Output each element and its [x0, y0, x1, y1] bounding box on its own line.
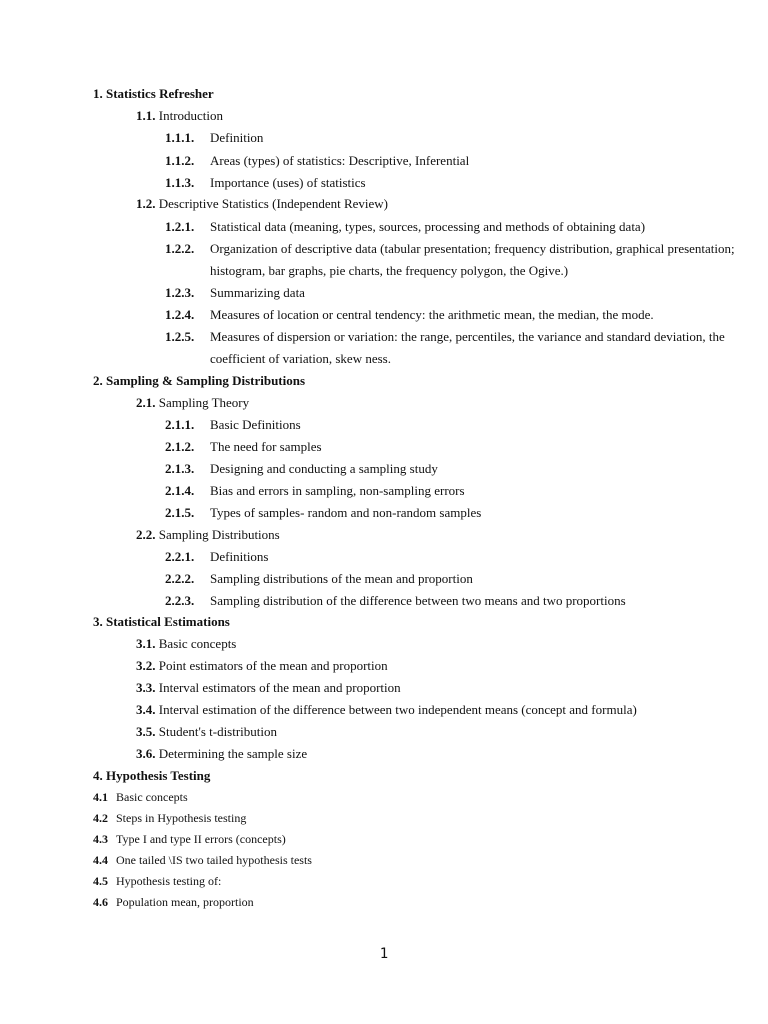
subsection-heading: 3.2. Point estimators of the mean and proportion: [136, 658, 388, 673]
list-item-text: Statistical data (meaning, types, sources, processing and methods of obtaining data): [210, 219, 646, 234]
subsection-heading: 3.1. Basic concepts: [136, 636, 237, 651]
list-item: 4.2: [93, 811, 108, 825]
list-item: 1.2.5.: [165, 329, 195, 344]
section-heading: 4. Hypothesis Testing: [93, 768, 211, 783]
list-item: 2.2.1.: [165, 549, 195, 564]
list-item-text: Definitions: [210, 549, 269, 564]
list-item: 2.1.2.: [165, 439, 195, 454]
subsection-heading: 3.5. Student's t-distribution: [136, 724, 278, 739]
list-item: 1.2.2.: [165, 241, 195, 256]
subsection-heading: 2.2. Sampling Distributions: [136, 527, 280, 542]
list-item: 2.1.1.: [165, 417, 195, 432]
list-item: 4.4: [93, 853, 108, 867]
list-item: 1.2.4.: [165, 307, 195, 322]
list-item-text: Sampling distribution of the difference between two means and two proportions: [210, 593, 626, 608]
list-item-text: Measures of dispersion or variation: the range, percentiles, the variance and standard deviation, the coefficient of variation, skew ness.: [210, 329, 725, 366]
list-item-text: Areas (types) of statistics: Descriptive, Inferential: [210, 153, 470, 168]
subsection-heading: 1.1. Introduction: [136, 108, 224, 123]
list-item: 2.1.3.: [165, 461, 195, 476]
list-item: 4.5: [93, 874, 108, 888]
list-item: 2.2.2.: [165, 571, 195, 586]
list-item-text: The need for samples: [210, 439, 322, 454]
list-item: 4.1: [93, 790, 108, 804]
list-item: 1.1.1.: [165, 130, 195, 145]
subsection-heading: 3.6. Determining the sample size: [136, 746, 308, 761]
list-item-text: Basic Definitions: [210, 417, 301, 432]
list-item-text: Importance (uses) of statistics: [210, 175, 366, 190]
list-item: 4.3: [93, 832, 108, 846]
subsection-heading: 2.1. Sampling Theory: [136, 395, 250, 410]
list-item-text: Steps in Hypothesis testing: [116, 811, 247, 825]
list-item: 2.1.4.: [165, 483, 195, 498]
subsection-heading: 3.3. Interval estimators of the mean and proportion: [136, 680, 401, 695]
list-item: 1.1.3.: [165, 175, 195, 190]
list-item: 2.1.5.: [165, 505, 195, 520]
list-item-text: Organization of descriptive data (tabular presentation; frequency distribution, graphical presentation; histogram, bar graphs, pie charts, the frequency polygon, the Ogive.): [210, 241, 735, 278]
list-item-text: Sampling distributions of the mean and proportion: [210, 571, 473, 586]
list-item-text: Definition: [210, 130, 264, 145]
list-item-text: One tailed \IS two tailed hypothesis tests: [116, 853, 312, 867]
list-item-text: Bias and errors in sampling, non-sampling errors: [210, 483, 465, 498]
list-item: 2.2.3.: [165, 593, 195, 608]
list-item: 1.2.1.: [165, 219, 195, 234]
subsection-heading: 1.2. Descriptive Statistics (Independent Review): [136, 196, 388, 211]
list-item-text: Types of samples- random and non-random samples: [210, 505, 482, 520]
list-item-text: Hypothesis testing of:: [116, 874, 222, 888]
section-heading: 1. Statistics Refresher: [93, 86, 214, 101]
list-item: 4.6: [93, 895, 108, 909]
list-item: 1.2.3.: [165, 285, 195, 300]
subsection-heading: 3.4. Interval estimation of the difference between two independent means (concept and formula): [136, 702, 637, 717]
section-heading: 2. Sampling & Sampling Distributions: [93, 373, 306, 388]
list-item-text: Type I and type II errors (concepts): [116, 832, 286, 846]
section-heading: 3. Statistical Estimations: [93, 614, 230, 629]
list-item-text: Measures of location or central tendency: the arithmetic mean, the median, the mode.: [210, 307, 654, 322]
page-number: 1: [379, 946, 389, 962]
list-item-text: Population mean, proportion: [116, 895, 254, 909]
list-item-text: Designing and conducting a sampling study: [210, 461, 438, 476]
list-item-text: Summarizing data: [210, 285, 305, 300]
list-item-text: Basic concepts: [116, 790, 188, 804]
list-item: 1.1.2.: [165, 153, 195, 168]
